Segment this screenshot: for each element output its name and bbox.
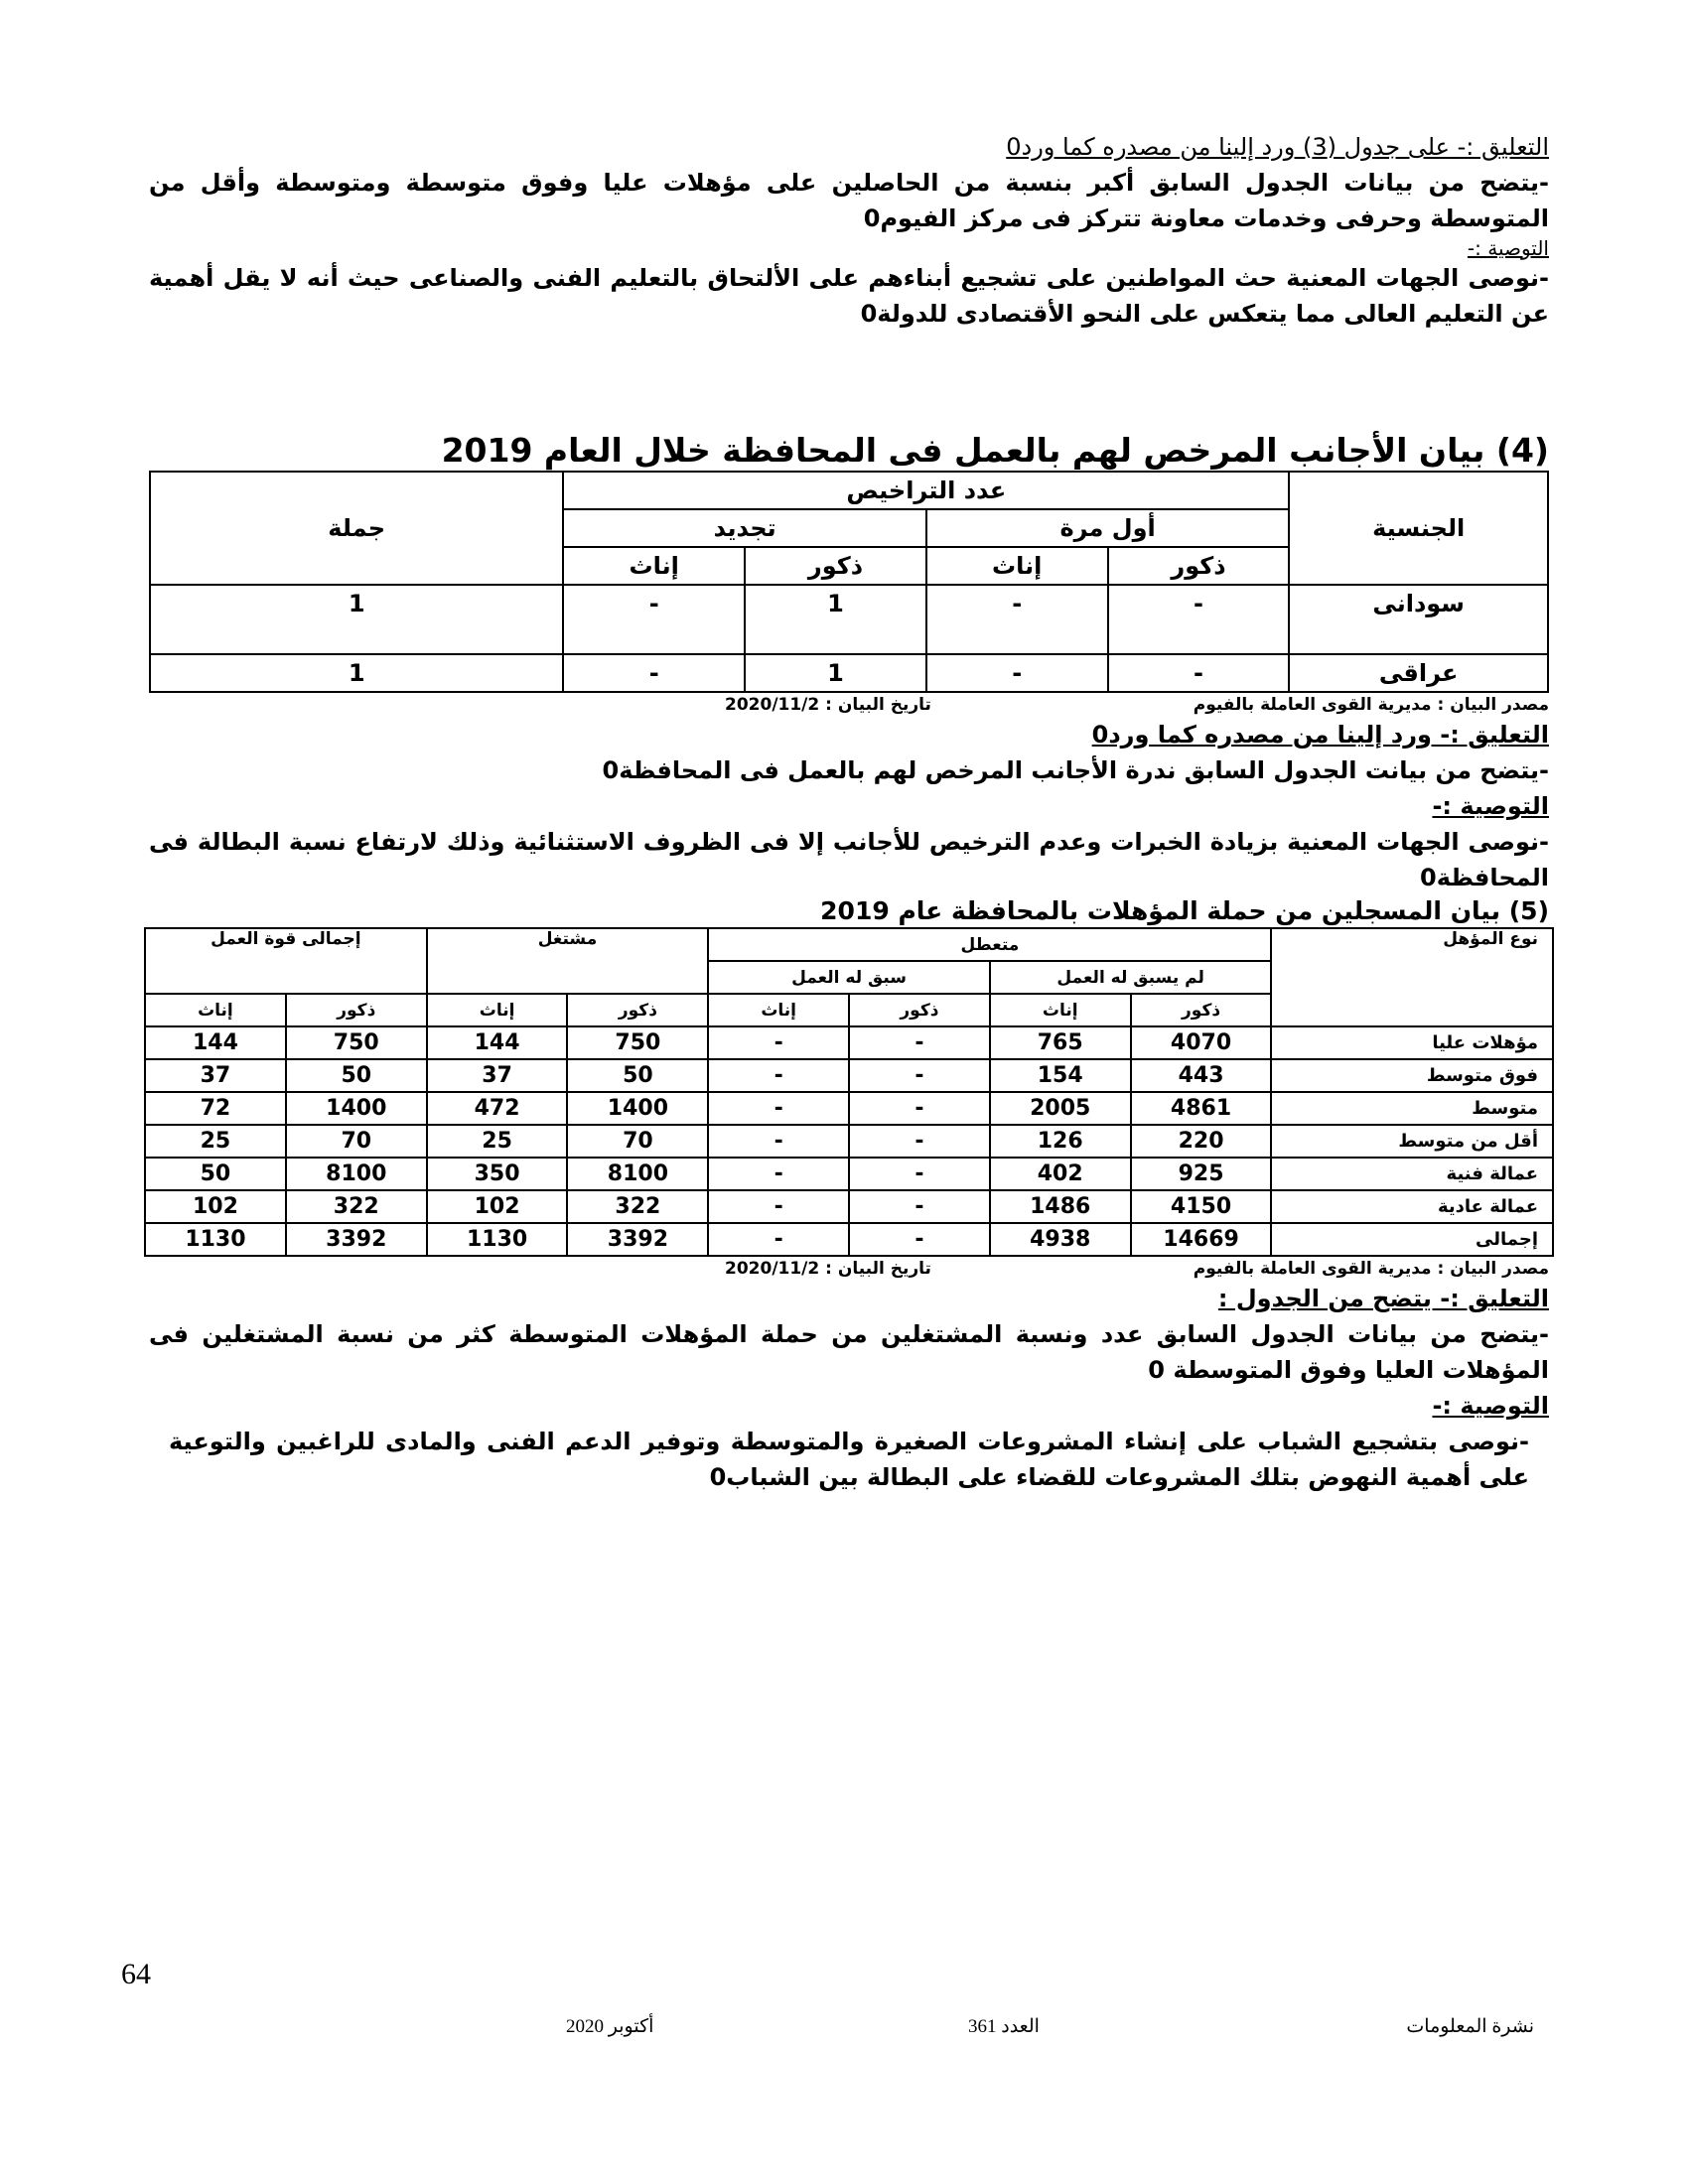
value-cell: 322 bbox=[286, 1190, 427, 1223]
value-cell: - bbox=[849, 1092, 990, 1125]
value-cell: - bbox=[708, 1158, 849, 1190]
value-cell: 25 bbox=[427, 1125, 568, 1158]
value-cell: 70 bbox=[567, 1125, 708, 1158]
header-unemployed: متعطل bbox=[708, 928, 1271, 961]
header-male: ذكور bbox=[849, 994, 990, 1026]
value-cell: 750 bbox=[286, 1026, 427, 1059]
value-cell: 322 bbox=[567, 1190, 708, 1223]
value-cell: 50 bbox=[567, 1059, 708, 1092]
table3-comment-text: -يتضح من بيانات الجدول السابق أكبر بنسبة من الحاصلين على مؤهلات عليا وفوق متوسطة ومتوسطة وأقل من المتوسطة وحرفى وخدمات معاونة تتركز فى مركز الفيوم0 bbox=[149, 169, 1549, 232]
header-total: جملة bbox=[150, 472, 563, 585]
value-cell: - bbox=[708, 1026, 849, 1059]
value-cell: 1486 bbox=[990, 1190, 1131, 1223]
value-cell: 14669 bbox=[1131, 1223, 1272, 1256]
table-row bbox=[150, 585, 1548, 654]
header-male: ذكور bbox=[286, 994, 427, 1026]
value-cell: 8100 bbox=[286, 1158, 427, 1190]
header-never-worked: لم يسبق له العمل bbox=[990, 961, 1272, 994]
table5-comment-label: التعليق :- يتضح من الجدول : bbox=[1217, 1285, 1549, 1312]
value-cell: 144 bbox=[427, 1026, 568, 1059]
value-cell: 126 bbox=[990, 1125, 1131, 1158]
total-cell: 1 bbox=[150, 654, 563, 692]
header-male: ذكور bbox=[1131, 994, 1272, 1026]
table3-recommendation-label: التوصية :- bbox=[1467, 236, 1549, 260]
value-cell: 1130 bbox=[427, 1223, 568, 1256]
footer-date: أكتوبر 2020 bbox=[566, 2016, 654, 2037]
value-cell: 4070 bbox=[1131, 1026, 1272, 1059]
table5-body bbox=[145, 1026, 1553, 1256]
value-cell: 4861 bbox=[1131, 1092, 1272, 1125]
value-cell: - bbox=[708, 1223, 849, 1256]
table4-recommendation-label: التوصية :- bbox=[1432, 792, 1549, 820]
table-row bbox=[145, 1059, 1553, 1092]
first-female-cell: - bbox=[926, 585, 1108, 654]
table4-comment-label: التعليق :- ورد إلينا من مصدره كما ورد0 bbox=[1091, 721, 1549, 749]
header-labor-force: إجمالى قوة العمل bbox=[145, 928, 427, 994]
nationality-cell: سودانى bbox=[1289, 585, 1548, 654]
header-employed: مشتغل bbox=[427, 928, 709, 994]
header-female: إناث bbox=[563, 547, 745, 585]
table4-foreign-workers bbox=[149, 471, 1549, 693]
qualification-cell: أقل من متوسط bbox=[1271, 1125, 1553, 1158]
value-cell: 37 bbox=[145, 1059, 286, 1092]
value-cell: - bbox=[849, 1059, 990, 1092]
value-cell: 472 bbox=[427, 1092, 568, 1125]
value-cell: - bbox=[849, 1158, 990, 1190]
table-row bbox=[150, 654, 1548, 692]
value-cell: - bbox=[849, 1026, 990, 1059]
value-cell: 70 bbox=[286, 1125, 427, 1158]
qualification-cell: فوق متوسط bbox=[1271, 1059, 1553, 1092]
header-first-time: أول مرة bbox=[926, 509, 1289, 547]
table5-recommendation-text: -نوصى بتشجيع الشباب على إنشاء المشروعات الصغيرة والمتوسطة وتوفير الدعم الفنى والمادى للراغبين والتوعية على أهمية النهوض بتلك المشروعات للقضاء على البطالة بين الشباب0 bbox=[169, 1428, 1529, 1491]
header-female: إناث bbox=[708, 994, 849, 1026]
total-cell: 1 bbox=[150, 585, 563, 654]
table4-date: تاريخ البيان : 2020/11/2 bbox=[725, 695, 931, 715]
document-page bbox=[149, 129, 1549, 1495]
table-row bbox=[145, 1190, 1553, 1223]
table-row bbox=[145, 1223, 1553, 1256]
value-cell: 3392 bbox=[567, 1223, 708, 1256]
nationality-cell: عراقى bbox=[1289, 654, 1548, 692]
first-female-cell: - bbox=[926, 654, 1108, 692]
value-cell: 2005 bbox=[990, 1092, 1131, 1125]
value-cell: 1130 bbox=[145, 1223, 286, 1256]
qualification-cell: عمالة فنية bbox=[1271, 1158, 1553, 1190]
table4-title: (4) بيان الأجانب المرخص لهم بالعمل فى المحافظة خلال العام 2019 bbox=[441, 431, 1549, 470]
value-cell: 102 bbox=[145, 1190, 286, 1223]
qualification-cell: عمالة عادية bbox=[1271, 1190, 1553, 1223]
value-cell: - bbox=[708, 1190, 849, 1223]
header-female: إناث bbox=[926, 547, 1108, 585]
table5-source-line bbox=[149, 1257, 1549, 1281]
table5-comment-text: -يتضح من بيانات الجدول السابق عدد ونسبة المشتغلين من حملة المؤهلات المتوسطة كثر من نسبة المشتغلين فى المؤهلات العليا وفوق المتوسطة 0 bbox=[149, 1320, 1549, 1384]
header-male: ذكور bbox=[745, 547, 926, 585]
header-male: ذكور bbox=[567, 994, 708, 1026]
page-number: 64 bbox=[121, 1958, 151, 1990]
value-cell: - bbox=[708, 1059, 849, 1092]
value-cell: 765 bbox=[990, 1026, 1131, 1059]
value-cell: 925 bbox=[1131, 1158, 1272, 1190]
qualification-cell: إجمالى bbox=[1271, 1223, 1553, 1256]
value-cell: 443 bbox=[1131, 1059, 1272, 1092]
header-previously-worked: سبق له العمل bbox=[708, 961, 990, 994]
header-female: إناث bbox=[427, 994, 568, 1026]
value-cell: - bbox=[708, 1092, 849, 1125]
table4-recommendation-text: -نوصى الجهات المعنية بزيادة الخبرات وعدم الترخيص للأجانب إلا فى الظروف الاستثنائية وذلك لارتفاع نسبة البطالة فى المحافظة0 bbox=[149, 828, 1549, 891]
qualification-cell: مؤهلات عليا bbox=[1271, 1026, 1553, 1059]
footer-issue: العدد 361 bbox=[968, 2016, 1040, 2037]
value-cell: 102 bbox=[427, 1190, 568, 1223]
footer-publication: نشرة المعلومات bbox=[1406, 2016, 1534, 2037]
value-cell: - bbox=[849, 1190, 990, 1223]
value-cell: 4150 bbox=[1131, 1190, 1272, 1223]
table5-qualified-registrants bbox=[144, 927, 1554, 1257]
value-cell: 72 bbox=[145, 1092, 286, 1125]
value-cell: 3392 bbox=[286, 1223, 427, 1256]
value-cell: - bbox=[708, 1125, 849, 1158]
value-cell: 50 bbox=[286, 1059, 427, 1092]
table4-source-line bbox=[149, 693, 1549, 717]
value-cell: 750 bbox=[567, 1026, 708, 1059]
table5-source: مصدر البيان : مديرية القوى العاملة بالفيوم bbox=[1193, 1259, 1549, 1279]
first-male-cell: - bbox=[1108, 585, 1290, 654]
header-nationality: الجنسية bbox=[1289, 472, 1548, 585]
header-female: إناث bbox=[145, 994, 286, 1026]
header-qualification: نوع المؤهل bbox=[1271, 928, 1553, 1026]
value-cell: 402 bbox=[990, 1158, 1131, 1190]
table4-comment-text: -يتضح من بيانت الجدول السابق ندرة الأجانب المرخص لهم بالعمل فى المحافظة0 bbox=[602, 756, 1549, 784]
value-cell: 4938 bbox=[990, 1223, 1131, 1256]
renew-male-cell: 1 bbox=[745, 585, 926, 654]
header-renewal: تجديد bbox=[563, 509, 925, 547]
value-cell: 220 bbox=[1131, 1125, 1272, 1158]
value-cell: 50 bbox=[145, 1158, 286, 1190]
value-cell: 1400 bbox=[567, 1092, 708, 1125]
renew-female-cell: - bbox=[563, 654, 745, 692]
table-row bbox=[145, 1026, 1553, 1059]
value-cell: 154 bbox=[990, 1059, 1131, 1092]
value-cell: 1400 bbox=[286, 1092, 427, 1125]
value-cell: 144 bbox=[145, 1026, 286, 1059]
value-cell: - bbox=[849, 1125, 990, 1158]
header-licenses: عدد التراخيص bbox=[563, 472, 1289, 509]
renew-female-cell: - bbox=[563, 585, 745, 654]
table-row bbox=[145, 1092, 1553, 1125]
value-cell: 25 bbox=[145, 1125, 286, 1158]
header-female: إناث bbox=[990, 994, 1131, 1026]
table3-recommendation-text: -نوصى الجهات المعنية حث المواطنين على تشجيع أبناءهم على الألتحاق بالتعليم الفنى والصناعى حيث أنه لا يقل أهمية عن التعليم العالى مما يتعكس على النحو الأقتصادى للدولة0 bbox=[149, 264, 1549, 328]
first-male-cell: - bbox=[1108, 654, 1290, 692]
value-cell: 350 bbox=[427, 1158, 568, 1190]
table3-comment-label: التعليق :- على جدول (3) ورد إلينا من مصدره كما ورد0 bbox=[1006, 133, 1549, 161]
table5-date: تاريخ البيان : 2020/11/2 bbox=[725, 1259, 931, 1279]
table-row bbox=[145, 1158, 1553, 1190]
table5-title: (5) بيان المسجلين من حملة المؤهلات بالمحافظة عام 2019 bbox=[820, 896, 1549, 925]
qualification-cell: متوسط bbox=[1271, 1092, 1553, 1125]
table-row bbox=[145, 1125, 1553, 1158]
value-cell: - bbox=[849, 1223, 990, 1256]
table4-source: مصدر البيان : مديرية القوى العاملة بالفيوم bbox=[1193, 695, 1549, 715]
header-male: ذكور bbox=[1108, 547, 1290, 585]
renew-male-cell: 1 bbox=[745, 654, 926, 692]
value-cell: 37 bbox=[427, 1059, 568, 1092]
table5-recommendation-label: التوصية :- bbox=[1432, 1392, 1549, 1420]
value-cell: 8100 bbox=[567, 1158, 708, 1190]
